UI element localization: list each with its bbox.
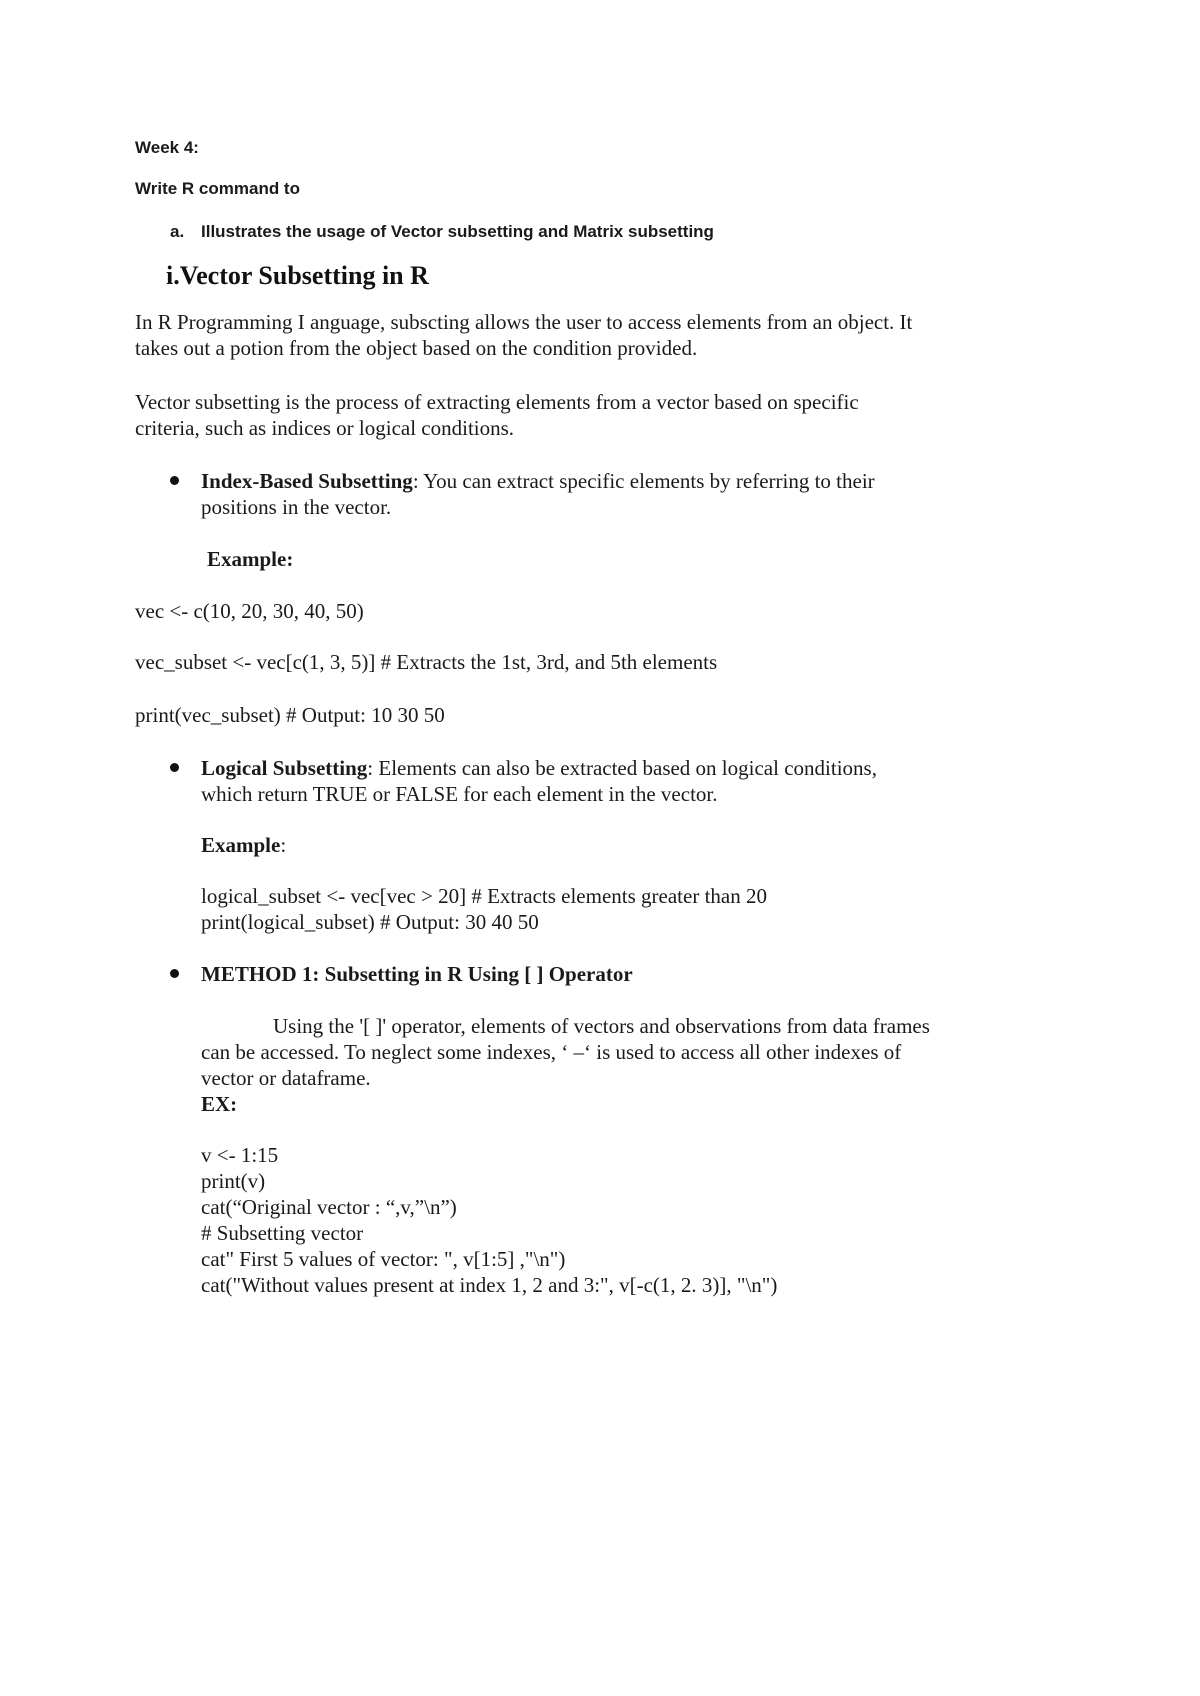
code3-line2: print(v) xyxy=(201,1169,266,1193)
code3-line6: cat("Without values present at index 1, 2 and 3:", v[-c(1, 2. 3)], "\n") xyxy=(201,1273,778,1297)
example2-colon: : xyxy=(280,833,287,857)
bullet1-line2: positions in the vector. xyxy=(201,495,392,519)
para2-line2: criteria, such as indices or logical conditions. xyxy=(135,416,515,440)
method-line1: Using the '[ ]' operator, elements of vectors and observations from data frames xyxy=(273,1014,930,1038)
task-a-marker: a. xyxy=(170,222,185,241)
task-intro: Write R command to xyxy=(135,179,300,198)
para1-line2: takes out a potion from the object based on the condition provided. xyxy=(135,336,698,360)
code1-line1: vec <- c(10, 20, 30, 40, 50) xyxy=(135,599,364,623)
ex-label: EX: xyxy=(201,1092,238,1116)
method-line3: vector or dataframe. xyxy=(201,1066,371,1090)
week-label: Week 4: xyxy=(135,138,199,157)
para2-line1: Vector subsetting is the process of extracting elements from a vector based on specific xyxy=(135,390,859,414)
code1-line2: vec_subset <- vec[c(1, 3, 5)] # Extracts the 1st, 3rd, and 5th elements xyxy=(135,650,718,674)
para1-line1: In R Programming I anguage, subscting allows the user to access elements from an object. It xyxy=(135,310,913,334)
bullet2-line2: which return TRUE or FALSE for each element in the vector. xyxy=(201,782,718,806)
code3-line5: cat" First 5 values of vector: ", v[1:5] ,"\n") xyxy=(201,1247,566,1271)
bullet1-title: Index-Based Subsetting xyxy=(201,469,413,493)
code3-line3: cat(“Original vector : “,v,”\n”) xyxy=(201,1195,457,1219)
code3-line4: # Subsetting vector xyxy=(201,1221,364,1245)
bullet3-title: METHOD 1: Subsetting in R Using [ ] Operator xyxy=(201,962,633,986)
example1-label: Example: xyxy=(207,547,294,571)
example2-label: Example xyxy=(201,833,281,857)
bullet-marker xyxy=(170,969,179,978)
code2-line2: print(logical_subset) # Output: 30 40 50 xyxy=(201,910,539,934)
bullet2-rest: : Elements can also be extracted based on logical conditions, xyxy=(367,756,877,780)
bullet2-title: Logical Subsetting xyxy=(201,756,368,780)
bullet-marker xyxy=(170,763,179,772)
task-a-text: Illustrates the usage of Vector subsetting and Matrix subsetting xyxy=(201,222,714,241)
example2-label-line xyxy=(201,833,286,858)
code1-line3: print(vec_subset) # Output: 10 30 50 xyxy=(135,703,445,727)
code2-line1: logical_subset <- vec[vec > 20] # Extracts elements greater than 20 xyxy=(201,884,767,908)
bullet1-line1 xyxy=(201,469,875,494)
method-line2: can be accessed. To neglect some indexes, ‘ –‘ is used to access all other indexes of xyxy=(201,1040,902,1064)
section-heading: i.Vector Subsetting in R xyxy=(166,261,429,290)
bullet2-line1 xyxy=(201,756,877,781)
code3-line1: v <- 1:15 xyxy=(201,1143,279,1167)
bullet-marker xyxy=(170,476,179,485)
bullet1-rest: : You can extract specific elements by referring to their xyxy=(412,469,875,493)
